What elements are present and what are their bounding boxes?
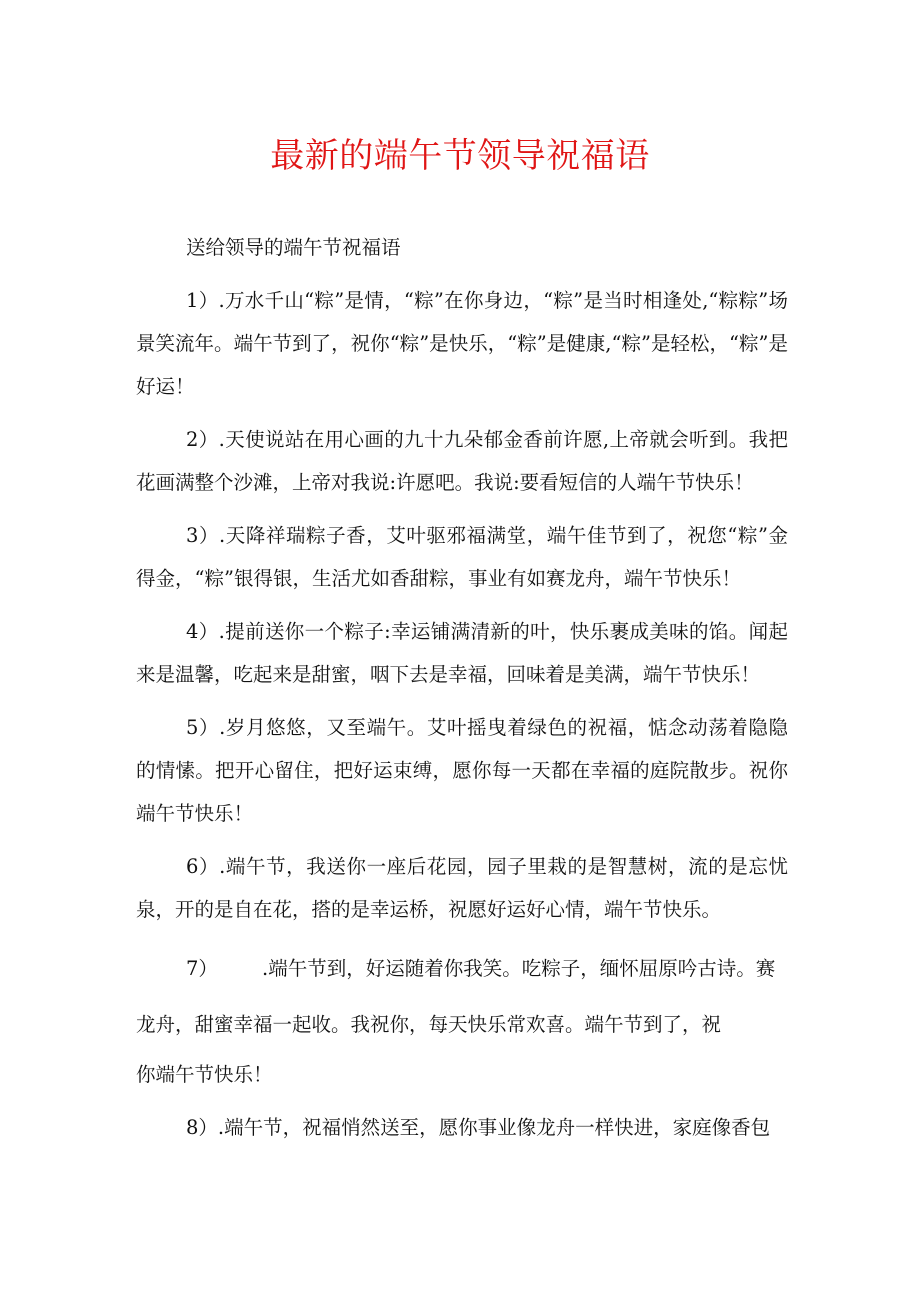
item-text: 天降祥瑞粽子香，艾叶驱邪福满堂，端午佳节到了，祝您“粽”金得金，“粽”银得银，生活尤如香甜粽，事业有如赛龙舟，端午节快乐！ [136, 524, 788, 590]
item-number: 5）. [186, 716, 226, 739]
intro-paragraph: 送给领导的端午节祝福语 [186, 236, 401, 259]
blessing-item-3 [136, 514, 788, 600]
document-body [136, 226, 788, 1159]
item-number: 8）. [186, 1116, 225, 1139]
blessing-item-1 [136, 279, 788, 408]
item-text: 端午节，祝福悄然送至，愿你事业像龙舟一样快进，家庭像香包 [224, 1116, 771, 1139]
item-text: 提前送你一个粽子:幸运铺满清新的叶，快乐裹成美味的馅。闻起来是温馨，吃起来是甜蜜，咽下去是幸福，回味着是美满，端午节快乐！ [136, 620, 788, 686]
item-number: 3）. [186, 524, 226, 547]
blessing-item-6 [136, 845, 788, 931]
item-text: 天使说站在用心画的九十九朵郁金香前许愿,上帝就会听到。我把花画满整个沙滩，上帝对我说:许愿吧。我说:要看短信的人端午节快乐！ [136, 428, 788, 494]
blessing-item-7 [136, 941, 788, 1096]
item-text-line: 你端午节快乐！ [136, 1063, 273, 1086]
item-text: 端午节，我送你一座后花园，园子里栽的是智慧树，流的是忘忧泉，开的是自在花，搭的是幸运桥，祝愿好运好心情，端午节快乐。 [136, 855, 788, 921]
item-number: 7） [186, 957, 218, 980]
item-text: 万水千山“粽”是情，“粽”在你身边，“粽”是当时相逢处,“粽粽”场景笑流年。端午节到了，祝你“粽”是快乐，“粽”是健康,“粽”是轻松，“粽”是好运！ [136, 289, 789, 398]
item-7-first-line [136, 941, 788, 997]
blessing-item-4 [136, 610, 788, 696]
document-title: 最新的端午节领导祝福语 [270, 136, 650, 176]
blessing-item-8 [136, 1106, 788, 1149]
item-text-line: .端午节到，好运随着你我笑。吃粽子，缅怀屈原吟古诗。赛 [262, 957, 776, 980]
item-number: 4）. [186, 620, 225, 643]
blessing-item-2 [136, 418, 788, 504]
item-number: 2）. [186, 428, 225, 451]
item-text: 岁月悠悠，又至端午。艾叶摇曳着绿色的祝福，惦念动荡着隐隐的情愫。把开心留住，把好运束缚，愿你每一天都在幸福的庭院散步。祝你端午节快乐！ [136, 716, 788, 825]
blessing-item-5 [136, 706, 788, 835]
item-number: 6）. [186, 855, 226, 878]
item-text-line: 龙舟，甜蜜幸福一起收。我祝你，每天快乐常欢喜。端午节到了，祝 [136, 1013, 722, 1036]
item-number: 1）. [186, 289, 225, 312]
